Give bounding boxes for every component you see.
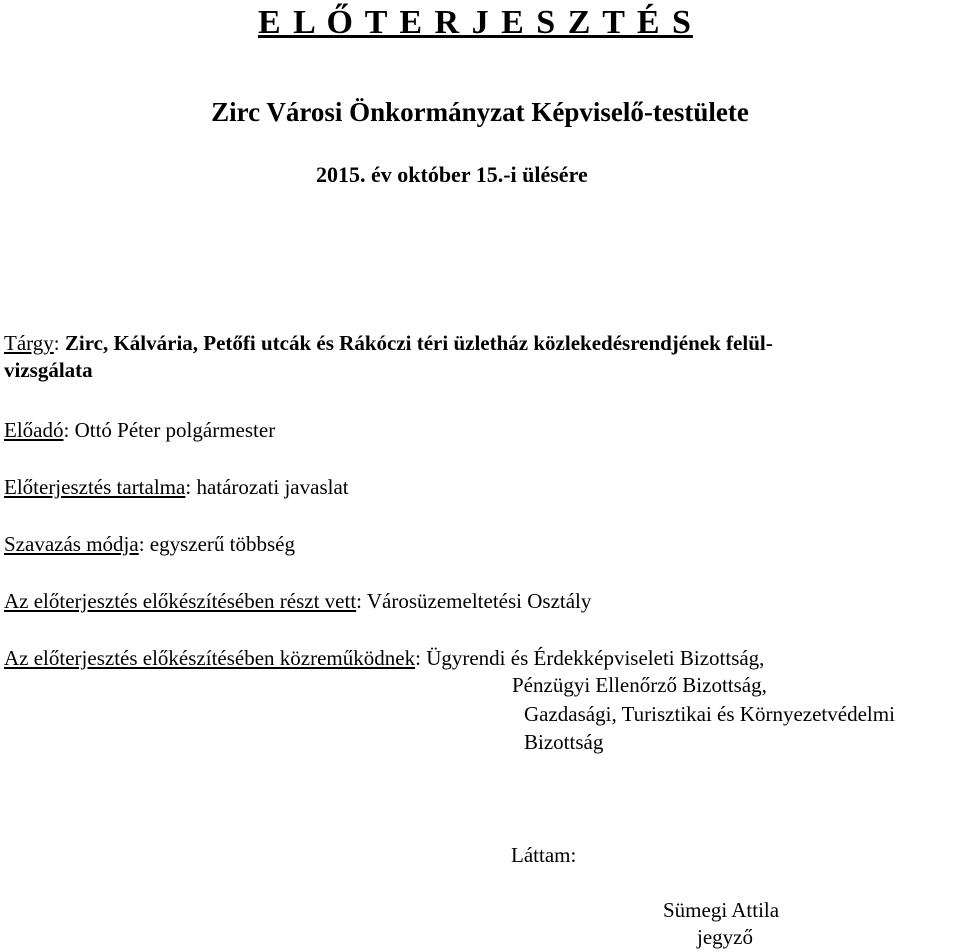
signer-role: jegyző [697,925,753,949]
contributor-item: Bizottság [524,730,604,754]
voting-label: Szavazás módja [4,532,139,556]
contributors-colon: : [415,646,427,670]
contributor-item: Ügyrendi és Érdekképviseleti Bizottság, [426,646,765,670]
subject-field [4,330,773,384]
session-date: 2015. év október 15.-i ülésére [316,162,588,187]
contributors-field [4,646,764,671]
voting-value: egyszerű többség [149,532,296,556]
document-title: E L Ő T E R J E S Z T É S [258,4,693,41]
voting-colon: : [138,532,150,556]
prepared-by-label: Az előterjesztés előkészítésében részt vett [4,589,357,613]
subject-value-line1: Zirc, Kálvária, Petőfi utcák és Rákóczi téri üzletház közlekedésrendjének felül- [64,331,773,355]
subject-label: Tárgy [4,331,54,355]
signer-name: Sümegi Attila [663,898,780,922]
voting-field [4,532,295,557]
content-value: határozati javaslat [196,475,349,499]
presenter-field [4,418,275,443]
contributor-item: Gazdasági, Turisztikai és Környezetvédelmi [524,702,895,726]
contributors-label: Az előterjesztés előkészítésében közreműködnek [4,646,416,670]
subject-colon: : [53,331,65,355]
presenter-label: Előadó [4,418,64,442]
content-field [4,475,349,500]
prepared-by-colon: : [356,589,367,613]
approval-label: Láttam: [511,843,577,867]
content-colon: : [185,475,197,499]
subject-value-line2: vizsgálata [4,358,93,382]
prepared-by-field [4,589,591,614]
council-name: Zirc Városi Önkormányzat Képviselő-testülete [211,97,749,127]
presenter-value: Ottó Péter polgármester [74,418,276,442]
contributor-item: Pénzügyi Ellenőrző Bizottság, [512,673,767,697]
presenter-colon: : [63,418,75,442]
content-label: Előterjesztés tartalma [4,475,186,499]
prepared-by-value: Városüzemeltetési Osztály [366,589,592,613]
